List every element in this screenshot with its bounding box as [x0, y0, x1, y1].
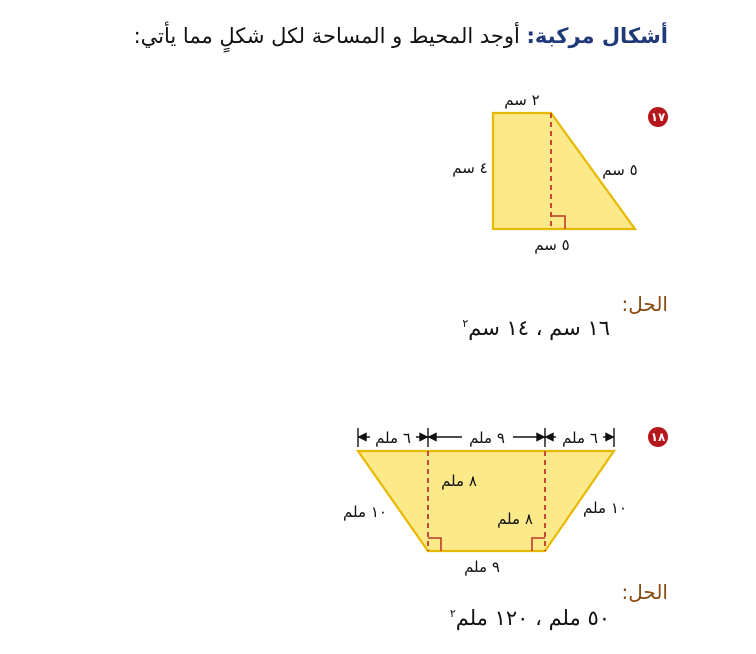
problem-17-slant-label: ٥ سم	[602, 161, 638, 179]
problem-17-solution-label: الحل:	[621, 292, 668, 316]
problem-17-answer-exponent: ٢	[462, 317, 469, 330]
problem-18-answer-text: ٥٠ ملم ، ١٢٠ ملم	[455, 606, 610, 630]
problem-18-shape	[358, 451, 614, 551]
problem-18-top-middle-label: ٩ ملم	[469, 429, 505, 447]
problem-18-answer-exponent: ٢	[449, 607, 456, 620]
problem-18-right-slant-label: ١٠ ملم	[583, 499, 627, 517]
heading-keyword: أشكال مركبة:	[526, 24, 668, 48]
problem-18-inner-height-right-label: ٨ ملم	[497, 510, 533, 528]
problem-17-answer-text: ١٦ سم ، ١٤ سم	[468, 316, 610, 340]
problem-18-solution-label: الحل:	[621, 580, 668, 604]
problem-18-inner-height-left-label: ٨ ملم	[441, 472, 477, 490]
problem-18-top-right-label: ٦ ملم	[562, 429, 598, 447]
problem-18-top-left-label: ٦ ملم	[375, 429, 411, 447]
problem-17-number-badge: ١٧	[648, 107, 668, 127]
problem-18-bottom-label: ٩ ملم	[464, 558, 500, 576]
problem-17-top-label: ٢ سم	[504, 91, 540, 109]
problem-17-left-label: ٤ سم	[452, 159, 488, 177]
heading-instruction: أوجد المحيط و المساحة لكل شكلٍ مما يأتي:	[133, 24, 520, 48]
problem-18-answer	[450, 606, 610, 630]
problem-18-left-slant-label: ١٠ ملم	[343, 503, 387, 521]
problem-17-bottom-label: ٥ سم	[534, 236, 570, 254]
problem-18-number-badge: ١٨	[648, 427, 668, 447]
